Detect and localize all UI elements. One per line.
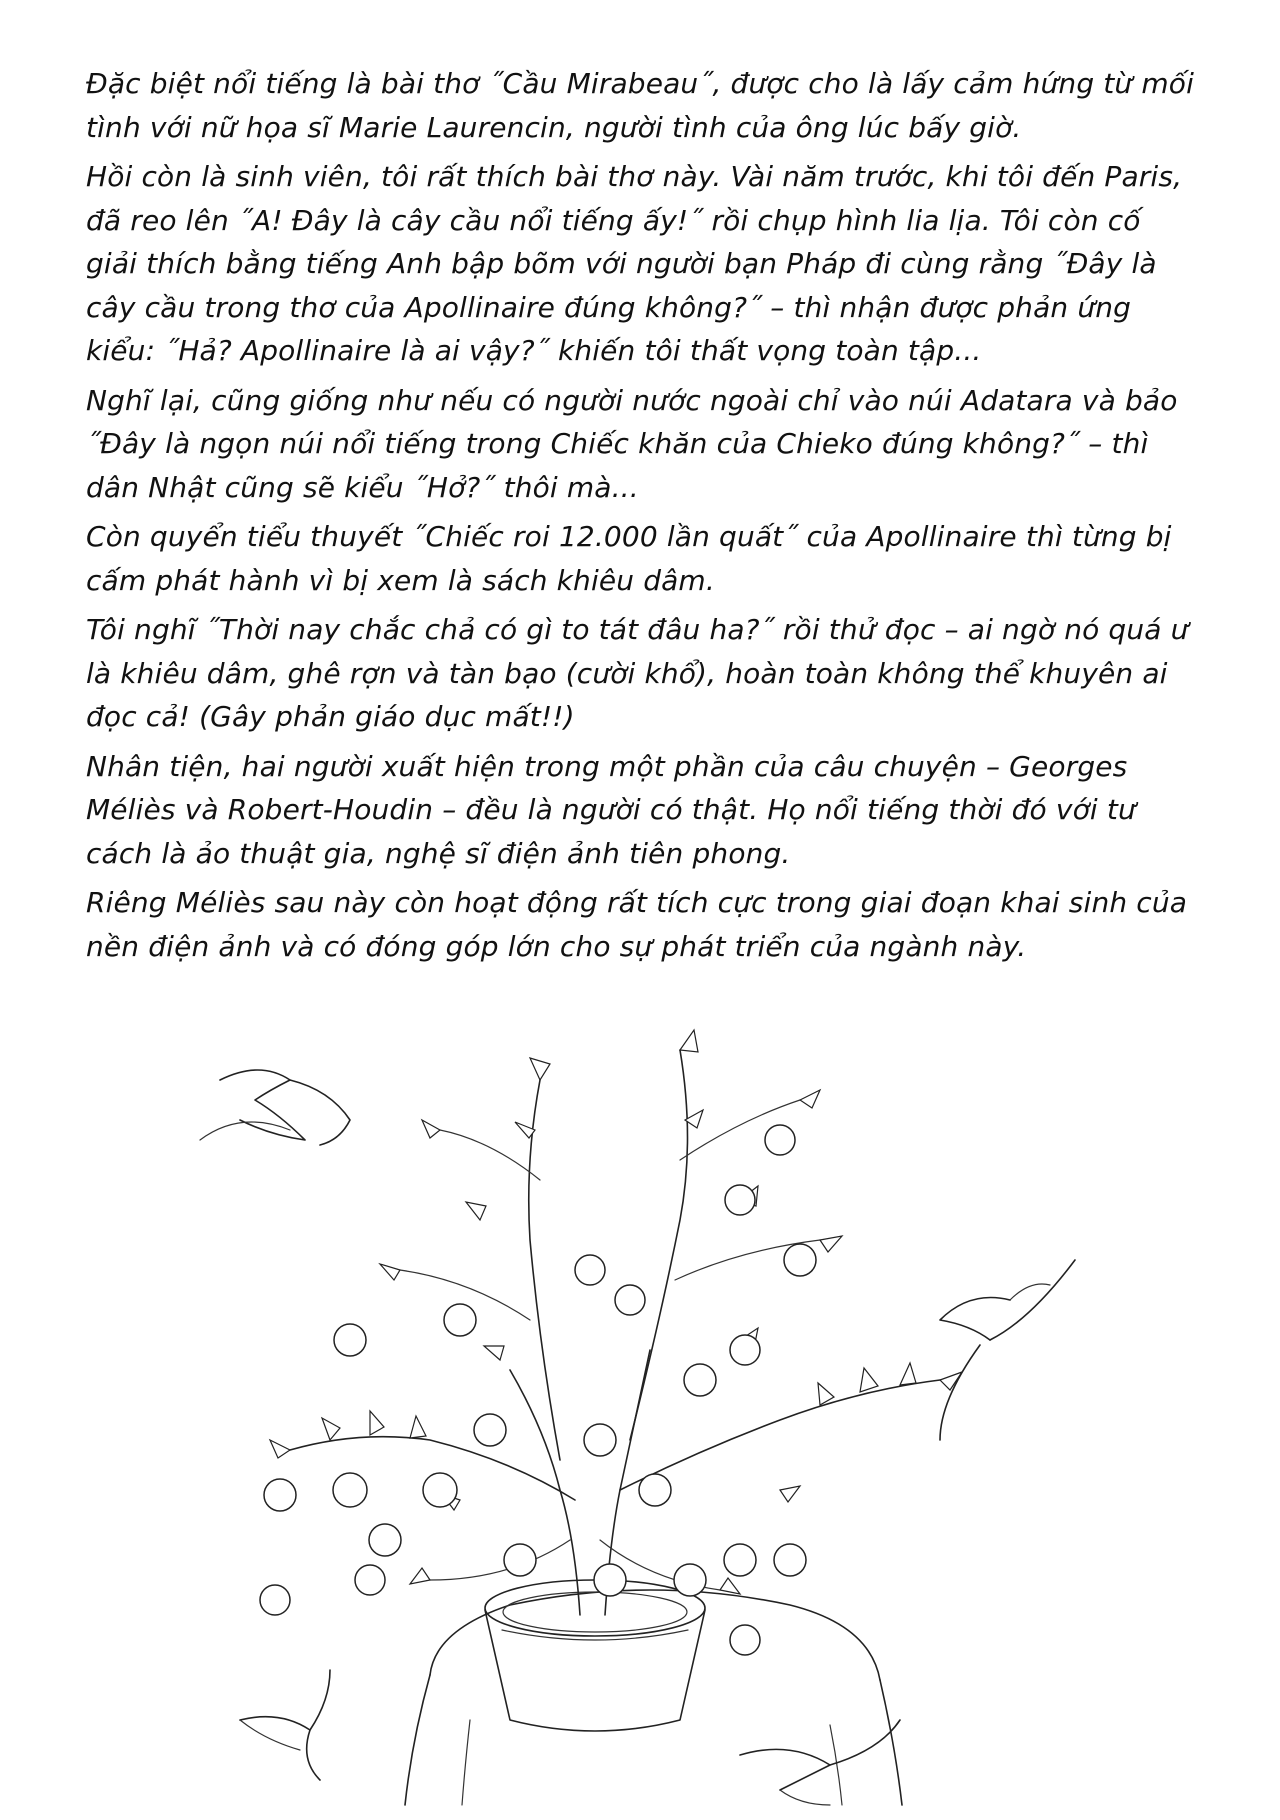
- bird-bottom-right: [740, 1720, 900, 1805]
- apples: [260, 1125, 816, 1655]
- paragraph-reading: Tôi nghĩ ˝Thời nay chắc chả có gì to tát đâu ha?˝ rồi thử đọc – ai ngờ nó quá ư là khiêu dâm, ghê rợn và tàn bạo (cười khổ), hoàn toàn không thể khuyên ai đọc cả! (Gây phản giáo dục mất!!): [86, 613, 1189, 733]
- paragraph-melies-houdin: Nhân tiện, hai người xuất hiện trong một phần của câu chuyện – Georges Méliès và Robert-Houdin – đều là người có thật. Họ nổi tiếng thời đó với tư cách là ảo thuật gia, nghệ sĩ điện ảnh tiên phong.: [86, 749, 1136, 870]
- paragraph-adatara: Nghĩ lại, cũng giống như nếu có người nước ngoài chỉ vào núi Adatara và bảo ˝Đây là ngọn núi nổi tiếng trong Chiếc khăn của Chieko đúng không?˝ – thì dân Nhật cũng sẽ kiểu ˝Hở?˝ thôi mà...: [86, 383, 1178, 504]
- apple-tree-with-birds-illustration: [180, 1020, 1120, 1810]
- paragraph-novel: Còn quyển tiểu thuyết ˝Chiếc roi 12.000 lần quất˝ của Apollinaire thì từng bị cấm phát hành vì bị xem là sách khiêu dâm.: [86, 520, 1172, 597]
- paragraph-mirabeau: Đặc biệt nổi tiếng là bài thơ ˝Cầu Mirabeau˝, được cho là lấy cảm hứng từ mối tình với nữ họa sĩ Marie Laurencin, người tình của ông lúc bấy giờ.: [86, 67, 1195, 144]
- bird-bottom-left: [240, 1670, 330, 1780]
- paragraph-melies-cinema: Riêng Méliès sau này còn hoạt động rất tích cực trong giai đoạn khai sinh của nền điện ảnh và có đóng góp lớn cho sự phát triển của ngành này.: [86, 886, 1188, 963]
- paragraph-paris-trip: Hồi còn là sinh viên, tôi rất thích bài thơ này. Vài năm trước, khi tôi đến Paris, đã reo lên ˝A! Đây là cây cầu nổi tiếng ấy!˝ rồi chụp hình lia lịa. Tôi còn cố giải thích bằng tiếng Anh bập bõm với người bạn Pháp đi cùng rằng ˝Đây là cây cầu trong thơ của Apollinaire đúng không?˝ – thì nhận được phản ứng kiểu: ˝Hả? Apollinaire là ai vậy?˝ khiến tôi thất vọng toàn tập...: [86, 160, 1183, 367]
- table-cloth: [405, 1590, 902, 1805]
- afterword-text: [86, 62, 1196, 974]
- bird-right: [940, 1260, 1075, 1440]
- bird-top-left: [200, 1070, 350, 1145]
